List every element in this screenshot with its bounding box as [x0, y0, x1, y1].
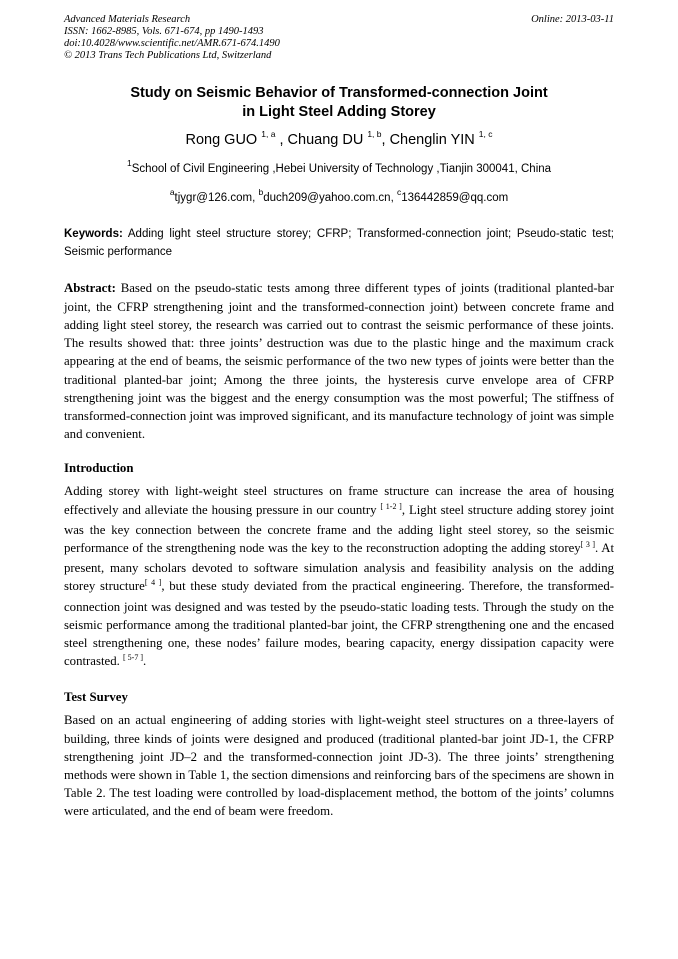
title-line-2: in Light Steel Adding Storey — [242, 104, 436, 120]
abstract-label: Abstract: — [64, 281, 116, 296]
copyright-line: © 2013 Trans Tech Publications Ltd, Switzerland — [64, 50, 272, 61]
email-superscript: b — [258, 186, 264, 197]
author-superscript: 1, a — [261, 129, 276, 139]
keywords-label: Keywords: — [64, 228, 123, 241]
section-heading-introduction: Introduction — [64, 461, 134, 476]
author-superscript: 1, b — [367, 129, 382, 139]
intro-text: , Light steel structure adding storey joint was the key connection between the concrete frame and the adding light steel storey, so the seismic performance of the strengthening node was the key to the reconstruction adopting the adding storey — [64, 502, 615, 555]
journal-header — [64, 14, 614, 62]
email-address: tjygr@126.com — [174, 191, 253, 204]
paper-title — [64, 84, 614, 122]
author-name: Chuang DU — [287, 131, 364, 148]
paper-page — [64, 14, 614, 821]
email-superscript: c — [396, 186, 402, 197]
keywords — [64, 225, 614, 261]
section-heading-test-survey: Test Survey — [64, 690, 128, 705]
abstract-text: Based on the pseudo-static tests among three different types of joints (traditional planted-bar joint, the CFRP strengthening joint and the transformed-connection joint) between concrete frame and adding light steel storey, the research was carried out to contrast the seismic performance of these joints. The results showed that: three joints’ destruction was due to the plastic hinge and the maximum crack appearing at the end of beams, the seismic performance of the two new types of joints were better than the traditional planted-bar joint; Among the three joints, the hysteresis curve envelope area of CFRP strengthening joint was the biggest and the energy consumption was the most powerful; The stiffness of transformed-connection joint was improved significant, and its manufacture technology of joint was simple and convenient. — [64, 281, 614, 442]
intro-text: Adding storey with light-weight steel structures on frame structure can increase the area of housing effectively and alleviate the housing pressure in our country — [64, 484, 614, 517]
email-address: 136442859@qq.com — [401, 191, 509, 204]
intro-text: . At present, many scholars devoted to software simulation analysis and feasibility analysis on the adding storey structure — [64, 540, 614, 594]
author-superscript: 1, c — [478, 129, 493, 139]
email-list: $^a$tjygr@126.com, $^b$duch209@yahoo.com.cn, $^c$136442859@qq.com — [169, 186, 509, 204]
test-survey-paragraph: Based on an actual engineering of adding stories with light-weight steel structures on a three-layers of building, three kinds of joints were designed and produced (traditional planted-bar joint JD-1, the CFRP strengthening joint JD–2 and the transformed-connection joint JD-3). The three joints’ strengthening methods were shown in Table 1, the section dimensions and reinforcing bars of the specimens are shown in Table 2. The test loading were controlled by load-displacement method, the bottom of the joints’ columns were articulated, and the end of beam were freedom. — [64, 713, 614, 819]
citation: [ 1-2 ] — [380, 501, 402, 511]
abstract — [64, 279, 614, 443]
intro-text: , but these study deviated from the practical engineering. Therefore, the transformed-connection joint was designed and was tested by the pseudo-static loading tests. Through the study on the seismic performance among the traditional planted-bar joint, the CFRP strengthening one and the encased steel strengthening one, these nodes’ failure modes, bearing capacity, energy dissipation capacity were contrasted. — [64, 579, 615, 669]
introduction-paragraph — [64, 482, 614, 672]
journal-name: Advanced Materials Research — [64, 14, 191, 25]
title-line-1: Study on Seismic Behavior of Transformed-connection Joint — [130, 85, 548, 101]
email-address: duch209@yahoo.com.cn — [263, 191, 391, 204]
author-list: Rong GUO $^{1, a}$ , Chuang DU $^{1, b}$, Chenglin YIN $^{1, c}$ — [185, 129, 493, 148]
author-name: Rong GUO — [185, 131, 258, 148]
email-superscript: a — [169, 186, 175, 197]
intro-text: . — [143, 654, 147, 669]
keywords-text: Adding light steel structure storey; CFRP; Transformed-connection joint; Pseudo-static test; Seismic performance — [64, 228, 615, 259]
doi-line: doi:10.4028/www.scientific.net/AMR.671-674.1490 — [64, 38, 280, 49]
affiliation-text: School of Civil Engineering ,Hebei University of Technology ,Tianjin 300041, China — [131, 162, 552, 175]
affiliation-superscript: 1 — [126, 157, 132, 168]
citation: [ 3 ] — [580, 539, 595, 549]
author-name: Chenglin YIN — [389, 131, 475, 148]
citation: [ 4 ] — [144, 578, 162, 588]
affiliation — [64, 157, 614, 176]
issn-line: ISSN: 1662-8985, Vols. 671-674, pp 1490-1493 — [64, 26, 264, 37]
online-date: Online: 2013-03-11 — [531, 14, 614, 25]
citation: [ 5-7 ] — [123, 653, 143, 663]
